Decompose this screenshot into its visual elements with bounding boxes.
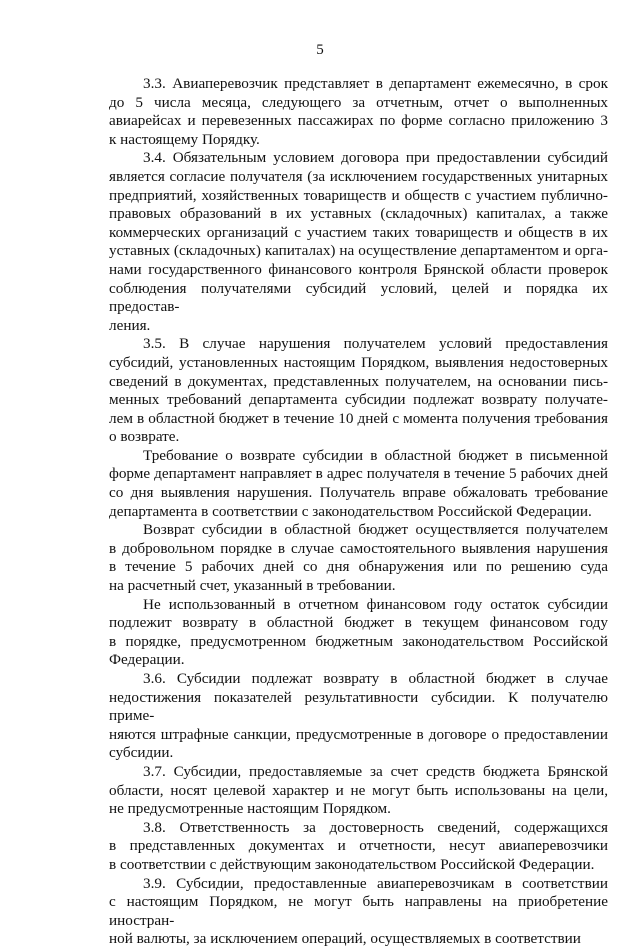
paragraph xyxy=(109,75,608,149)
text-line: субсидий, установленных настоящим Порядком, выявления недостоверных xyxy=(109,353,608,371)
text-line: 3.5. В случае нарушения получателем условий предоставления xyxy=(143,335,608,353)
paragraph xyxy=(109,335,608,447)
text-line: с настоящим Порядком, не могут быть направлены на приобретение иностран- xyxy=(109,893,608,929)
text-line: лем в областной бюджет в течение 10 дней с момента получения требования xyxy=(109,409,608,427)
paragraph xyxy=(109,875,608,949)
text-line: на расчетный счет, указанный в требовании. xyxy=(109,577,396,595)
text-line: правовых образований в их уставных (складочных) капиталах, а также xyxy=(109,205,608,223)
document-body xyxy=(109,75,608,949)
paragraph xyxy=(109,447,608,521)
text-line: 3.9. Субсидии, предоставленные авиаперевозчикам в соответствии xyxy=(143,874,608,892)
text-line: до 5 числа месяца, следующего за отчетным, отчет о выполненных xyxy=(109,93,608,111)
text-line: субсидии. xyxy=(109,744,174,762)
text-line: 3.6. Субсидии подлежат возврату в областной бюджет в случае xyxy=(143,670,608,687)
text-line: 3.4. Обязательным условием договора при предоставлении субсидий xyxy=(143,149,608,167)
text-line: уставных (складочных) капиталах) на осуществление департаментом и орга- xyxy=(109,242,608,260)
text-line: к настоящему Порядку. xyxy=(109,130,260,148)
text-line: в добровольном порядке в случае самостоятельного выявления нарушения xyxy=(109,539,608,557)
text-line: о возврате. xyxy=(109,428,180,446)
text-line: недостижения показателей результативности субсидии. К получателю приме- xyxy=(109,688,608,725)
text-line: Требование о возврате субсидии в областной бюджет в письменной xyxy=(143,446,608,464)
text-line: 3.3. Авиаперевозчик представляет в департамент ежемесячно, в срок xyxy=(143,75,608,92)
text-line: не предусмотренные настоящим Порядком. xyxy=(109,800,391,818)
text-line: сведений в документах, представленных получателем, на основании пись- xyxy=(109,372,608,390)
text-line: няются штрафные санкции, предусмотренные в договоре о предоставлении xyxy=(109,725,608,743)
text-line: менных требований департамента субсидии подлежат возврату получате- xyxy=(109,391,608,409)
text-line: со дня выявления нарушения. Получатель вправе обжаловать требование xyxy=(109,484,608,502)
paragraph xyxy=(109,149,608,335)
page-number: 5 xyxy=(316,42,324,58)
text-line: коммерческих организаций с участием таких товариществ и обществ в их xyxy=(109,223,608,241)
text-line: форме департамент направляет в адрес получателя в течение 5 рабочих дней xyxy=(109,465,608,483)
text-line: в представленных документах и отчетности, несут авиаперевозчики xyxy=(109,837,608,855)
text-line: подлежит возврату в областной бюджет в текущем финансовом году xyxy=(109,614,608,632)
text-line: соблюдения получателями субсидий условий, целей и порядка их предостав- xyxy=(109,279,608,316)
paragraph xyxy=(109,521,608,595)
text-line: Возврат субсидии в областной бюджет осуществляется получателем xyxy=(143,521,608,539)
text-line: 3.7. Субсидии, предоставляемые за счет средств бюджета Брянской xyxy=(143,762,608,780)
text-line: авиарейсах и перевезенных пассажирах по форме согласно приложению 3 xyxy=(109,112,608,130)
paragraph xyxy=(109,670,608,763)
text-line: является согласие получателя (за исключением государственных унитарных xyxy=(109,167,608,185)
paragraph xyxy=(109,596,608,670)
text-line: ной валюты, за исключением операций, осуществляемых в соответствии xyxy=(109,930,581,948)
text-line: департамента в соответствии с законодательством Российской Федерации. xyxy=(109,502,592,520)
paragraph xyxy=(109,819,608,875)
text-line: ления. xyxy=(109,316,151,334)
text-line: в порядке, предусмотренном бюджетным законодательством Российской xyxy=(109,632,608,650)
text-line: в течение 5 рабочих дней со дня обнаружения или по решению суда xyxy=(109,558,608,576)
text-line: предприятий, хозяйственных товариществ и обществ с участием публично- xyxy=(109,186,608,204)
text-line: в соответствии с действующим законодательством Российской Федерации. xyxy=(109,855,595,873)
text-line: нами государственного финансового контроля Брянской области проверок xyxy=(109,260,608,278)
text-line: 3.8. Ответственность за достоверность сведений, содержащихся xyxy=(143,818,608,836)
paragraph xyxy=(109,763,608,819)
text-line: области, носят целевой характер и не могут быть использованы на цели, xyxy=(109,781,608,799)
text-line: Федерации. xyxy=(109,651,185,669)
text-line: Не использованный в отчетном финансовом году остаток субсидии xyxy=(143,595,608,613)
